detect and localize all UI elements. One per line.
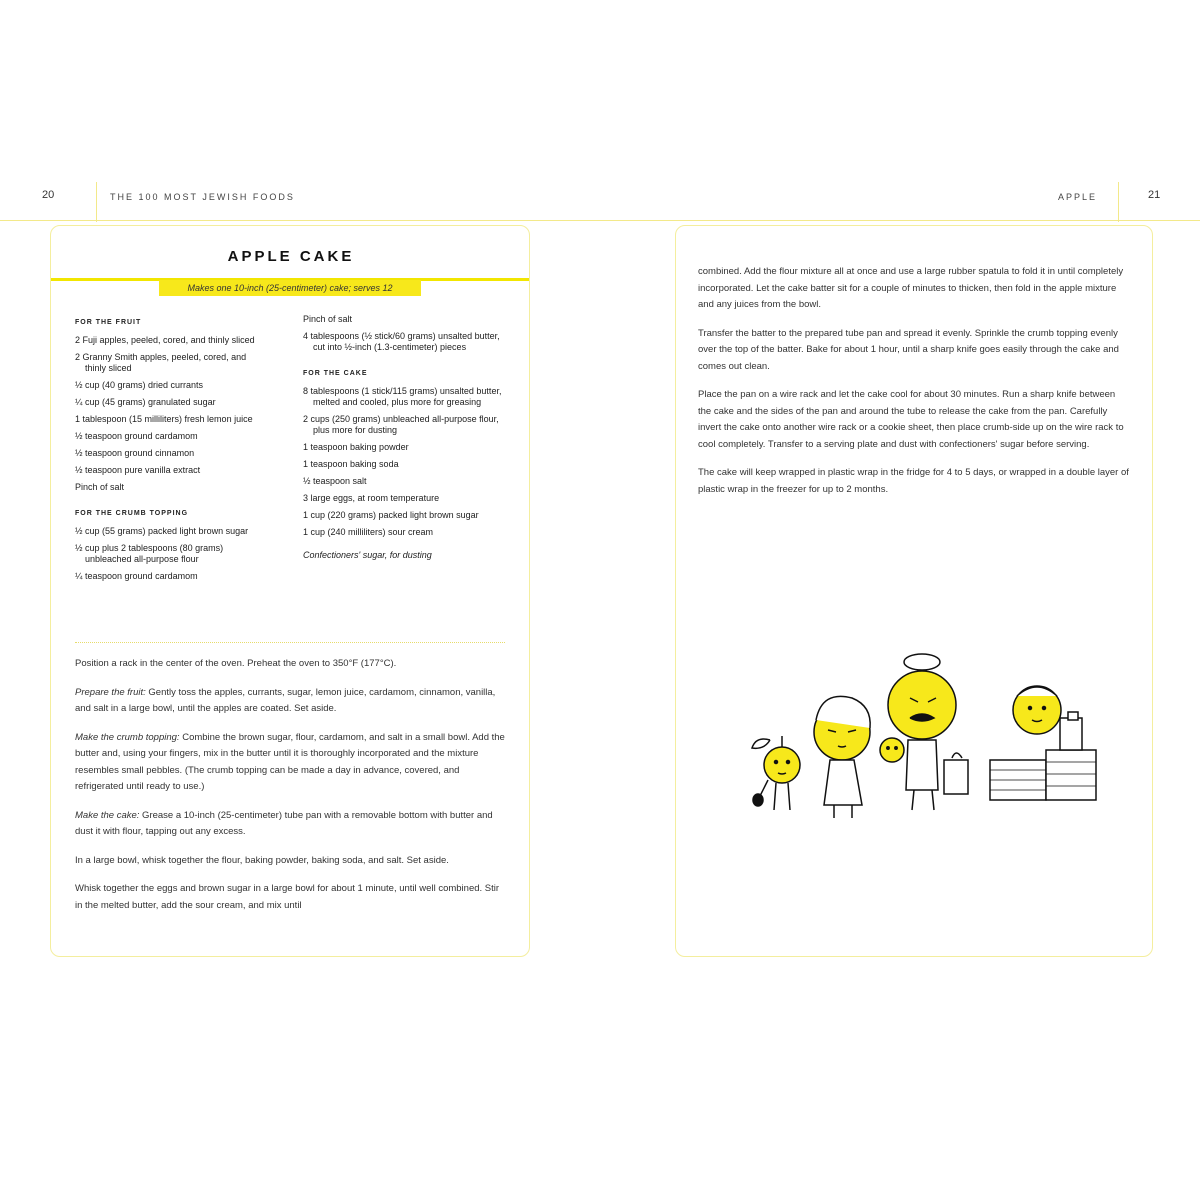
method-right	[698, 264, 1130, 510]
ingredient: 1 cup (240 milliliters) sour cream	[303, 527, 434, 537]
ingredient-finish: Confectioners' sugar, for dusting	[303, 550, 432, 560]
ingredient: 1 teaspoon baking powder	[303, 442, 409, 452]
ingredient: ½ teaspoon salt	[303, 476, 367, 486]
apple-family-illustration	[712, 640, 1112, 830]
method-step: Position a rack in the center of the oven. Preheat the oven to 350°F (177°C).	[75, 658, 397, 669]
left-page-number: 20	[42, 189, 55, 201]
ingredient: 1 teaspoon baking soda	[303, 459, 399, 469]
recipe-card-left	[50, 225, 530, 957]
method-step: Make the crumb topping: Combine the brown sugar, flour, cardamom, and salt in a small bowl. Add the butter and, using your fingers, mix in the butter until it is thoroughly incorporated and the mixture resembles small pebbles. (The crumb topping can be made a day in advance, covered, and refrigerated until ready to use.)	[75, 731, 505, 792]
step-lead: Prepare the fruit:	[75, 686, 146, 698]
section-heading-fruit: FOR THE FRUIT	[75, 319, 142, 326]
ingredient: ½ teaspoon ground cardamom	[75, 431, 198, 441]
ingredients-column-1	[75, 314, 265, 588]
header-divider-right	[1118, 182, 1119, 222]
ingredient: 1 tablespoon (15 milliliters) fresh lemon juice	[75, 414, 253, 424]
ingredient: ½ cup plus 2 tablespoons (80 grams) unbleached all-purpose flour	[75, 543, 224, 564]
method-step: Make the cake: Grease a 10-inch (25-centimeter) tube pan with a removable bottom with butter and dust it with flour, tapping out any excess.	[75, 809, 493, 837]
ingredient: ¼ cup (45 grams) granulated sugar	[75, 397, 216, 407]
method-step: In a large bowl, whisk together the flour, baking powder, baking soda, and salt. Set aside.	[75, 854, 449, 866]
header-rule	[0, 220, 1200, 221]
step-lead: Make the crumb topping:	[75, 731, 180, 743]
right-running-head: APPLE	[1058, 192, 1098, 202]
ingredient: Pinch of salt	[75, 482, 125, 492]
method-step: Place the pan on a wire rack and let the cake cool for about 30 minutes. Run a sharp knife between the cake and the sides of the pan and around the tube to release the cake from the pan. Carefully invert the cake onto another wire rack or a cookie sheet, then place crumb-side up on the wire rack to cool completely. Transfer to a serving plate and dust with confectioners' sugar before serving.	[698, 389, 1124, 450]
recipe-card-right	[675, 225, 1153, 957]
ingredient: Pinch of salt	[303, 314, 353, 324]
ingredient: ½ teaspoon ground cinnamon	[75, 448, 195, 458]
right-page-number: 21	[1148, 189, 1161, 201]
ingredient: ¼ teaspoon ground cardamom	[75, 571, 198, 581]
method-left	[75, 656, 505, 926]
method-step: Transfer the batter to the prepared tube pan and spread it evenly. Sprinkle the crumb topping evenly over the top of the batter. Bake for about 1 hour, until a sharp knife goes easily through the cake and comes out clean.	[698, 327, 1119, 372]
ingredient: ½ cup (40 grams) dried currants	[75, 380, 204, 390]
ingredient: 2 Granny Smith apples, peeled, cored, and thinly sliced	[75, 352, 247, 373]
method-step: Whisk together the eggs and brown sugar in a large bowl for about 1 minute, until well combined. Stir in the melted butter, add the sour cream, and mix until	[75, 883, 500, 911]
ingredient: ½ teaspoon pure vanilla extract	[75, 465, 201, 475]
method-step: combined. Add the flour mixture all at once and use a large rubber spatula to fold it in until completely incorporated. Let the cake batter sit for a couple of minutes to thicken, then fold in the apple mixture and any juices from the bowl.	[698, 266, 1124, 310]
ingredient: 8 tablespoons (1 stick/115 grams) unsalted butter, melted and cooled, plus more for greasing	[303, 386, 502, 407]
section-divider	[75, 642, 505, 643]
step-lead: Make the cake:	[75, 809, 140, 821]
ingredient: 3 large eggs, at room temperature	[303, 493, 440, 503]
ingredients-column-2	[303, 314, 513, 567]
ingredient: 1 cup (220 grams) packed light brown sugar	[303, 510, 479, 520]
section-heading-cake: FOR THE CAKE	[303, 370, 368, 377]
left-running-head: THE 100 MOST JEWISH FOODS	[110, 192, 295, 202]
section-heading-crumb: FOR THE CRUMB TOPPING	[75, 510, 189, 517]
method-step: Prepare the fruit: Gently toss the apples, currants, sugar, lemon juice, cardamom, cinnamon, vanilla, and salt in a large bowl, until the apples are coated. Set aside.	[75, 686, 496, 714]
ingredient: 2 cups (250 grams) unbleached all-purpose flour, plus more for dusting	[303, 414, 499, 435]
recipe-yield: Makes one 10-inch (25-centimeter) cake; serves 12	[159, 280, 421, 296]
ingredient: ½ cup (55 grams) packed light brown sugar	[75, 526, 249, 536]
recipe-title: APPLE CAKE	[227, 248, 355, 265]
header-divider	[96, 182, 97, 222]
ingredient: 4 tablespoons (½ stick/60 grams) unsalted butter, cut into ½-inch (1.3-centimeter) pieces	[303, 331, 500, 352]
ingredient: 2 Fuji apples, peeled, cored, and thinly sliced	[75, 335, 255, 345]
method-step: The cake will keep wrapped in plastic wrap in the fridge for 4 to 5 days, or wrapped in a double layer of plastic wrap in the freezer for up to 2 months.	[698, 467, 1129, 495]
